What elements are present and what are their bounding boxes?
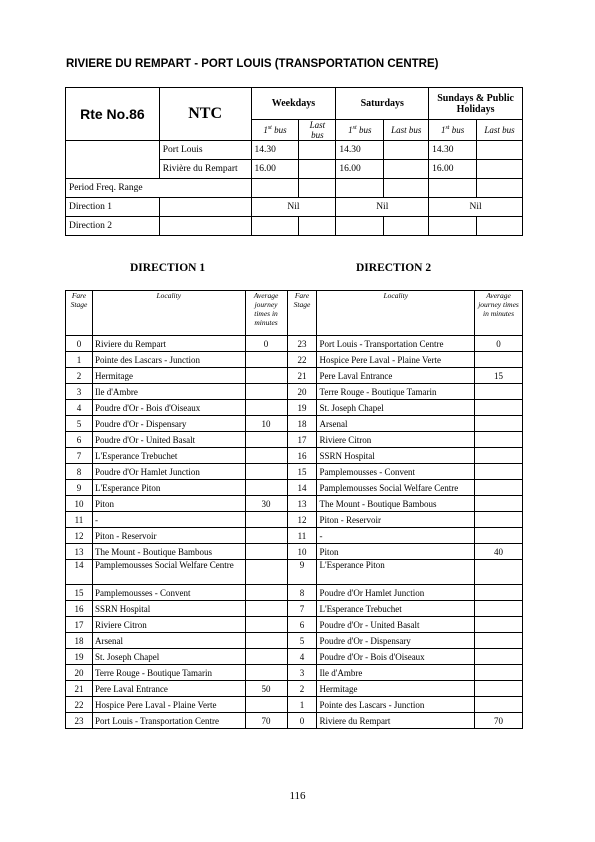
avg-time-cell — [475, 585, 523, 601]
locality-cell: Ile d'Ambre — [317, 665, 475, 681]
table-row — [66, 368, 523, 384]
empty-cell — [477, 179, 523, 198]
avg-time-cell: 0 — [245, 336, 287, 352]
avg-time-cell — [245, 400, 287, 416]
locality-cell: Piton - Reservoir — [92, 528, 245, 544]
locality-cell: Piton — [92, 496, 245, 512]
table-row — [66, 601, 523, 617]
locality-cell: Riviere Citron — [317, 432, 475, 448]
locality-cell: Poudre d'Or Hamlet Junction — [317, 585, 475, 601]
last-bus-header: Last bus — [299, 120, 336, 141]
fare-stage-cell: 0 — [287, 713, 317, 729]
avg-time-cell: 15 — [475, 368, 523, 384]
empty-cell — [299, 179, 336, 198]
table-row — [66, 432, 523, 448]
time-cell — [384, 160, 429, 179]
fare-stage-cell: 18 — [66, 633, 93, 649]
locality-cell: - — [92, 512, 245, 528]
locality-cell: Riviere Citron — [92, 617, 245, 633]
avg-time-cell: 70 — [475, 713, 523, 729]
fare-stage-cell: 10 — [66, 496, 93, 512]
locality-cell: Poudre d'Or - United Basalt — [92, 432, 245, 448]
table-row — [66, 617, 523, 633]
locality-cell: Hospice Pere Laval - Plaine Verte — [317, 352, 475, 368]
locality-cell: L'Esperance Piton — [317, 560, 475, 585]
fare-stage-cell: 18 — [287, 416, 317, 432]
table-row — [66, 585, 523, 601]
table-row — [66, 496, 523, 512]
locality-cell: Piton — [317, 544, 475, 560]
avg-time-cell — [475, 697, 523, 713]
last-bus-header: Last bus — [384, 120, 429, 141]
table-row — [66, 633, 523, 649]
fare-stage-cell: 13 — [287, 496, 317, 512]
locality-cell: SSRN Hospital — [92, 601, 245, 617]
avg-time-cell — [475, 432, 523, 448]
empty-cell — [159, 217, 251, 236]
locality-cell: Pamplemousses - Convent — [317, 464, 475, 480]
avg-time-cell — [245, 464, 287, 480]
empty-cell — [336, 179, 384, 198]
locality-cell: Pointe des Lascars - Junction — [92, 352, 245, 368]
fare-stage-cell: 1 — [66, 352, 93, 368]
table-row — [66, 336, 523, 352]
fare-stage-cell: 3 — [66, 384, 93, 400]
table-row — [66, 416, 523, 432]
table-row — [66, 544, 523, 560]
avg-time-cell — [245, 528, 287, 544]
avg-time-cell: 50 — [245, 681, 287, 697]
avg-time-header: Average journey times in minutes — [475, 291, 523, 336]
time-cell — [384, 141, 429, 160]
fare-stage-cell: 7 — [287, 601, 317, 617]
avg-time-cell — [475, 560, 523, 585]
empty-cell — [429, 179, 477, 198]
fare-stage-cell: 17 — [287, 432, 317, 448]
locality-cell: Poudre d'Or - Bois d'Oiseaux — [317, 649, 475, 665]
avg-time-cell: 10 — [245, 416, 287, 432]
locality-cell: Poudre d'Or - Bois d'Oiseaux — [92, 400, 245, 416]
locality-cell: St. Joseph Chapel — [92, 649, 245, 665]
avg-time-cell — [245, 665, 287, 681]
locality-cell: Terre Rouge - Boutique Tamarin — [92, 665, 245, 681]
table-row — [66, 713, 523, 729]
fare-stage-cell: 17 — [66, 617, 93, 633]
locality-cell: Hermitage — [317, 681, 475, 697]
fare-stage-cell: 22 — [287, 352, 317, 368]
fare-stage-cell: 15 — [66, 585, 93, 601]
direction2-heading: DIRECTION 2 — [356, 262, 432, 274]
table-row — [66, 665, 523, 681]
empty-cell — [384, 179, 429, 198]
first-bus-header: 1st bus — [336, 120, 384, 141]
time-cell: 14.30 — [429, 141, 477, 160]
table-row — [66, 464, 523, 480]
avg-time-cell — [245, 384, 287, 400]
weekdays-header: Weekdays — [251, 88, 336, 120]
avg-time-cell — [245, 352, 287, 368]
fare-stage-cell: 12 — [287, 512, 317, 528]
avg-time-cell — [475, 601, 523, 617]
avg-time-cell — [475, 352, 523, 368]
fare-stage-cell: 23 — [66, 713, 93, 729]
time-cell: 16.00 — [429, 160, 477, 179]
fare-stage-cell: 15 — [287, 464, 317, 480]
operator-name: NTC — [159, 88, 251, 141]
time-cell: 14.30 — [251, 141, 299, 160]
locality-cell: Port Louis - Transportation Centre — [92, 713, 245, 729]
time-cell: 16.00 — [251, 160, 299, 179]
table-row — [66, 528, 523, 544]
fare-stage-cell: 11 — [66, 512, 93, 528]
locality-cell: Pere Laval Entrance — [92, 681, 245, 697]
avg-time-cell — [245, 432, 287, 448]
fare-stage-table — [65, 290, 523, 729]
locality-cell: Hospice Pere Laval - Plaine Verte — [92, 697, 245, 713]
locality-cell: Arsenal — [317, 416, 475, 432]
fare-stage-cell: 19 — [287, 400, 317, 416]
fare-stage-cell: 3 — [287, 665, 317, 681]
avg-time-cell — [475, 384, 523, 400]
empty-cell — [251, 217, 299, 236]
avg-time-cell — [245, 560, 287, 585]
sundays-header: Sundays & Public Holidays — [429, 88, 523, 120]
locality-cell: - — [317, 528, 475, 544]
avg-time-cell — [475, 400, 523, 416]
avg-time-cell — [475, 480, 523, 496]
avg-time-cell — [245, 649, 287, 665]
avg-time-cell — [475, 528, 523, 544]
empty-cell — [336, 217, 384, 236]
direction1-heading: DIRECTION 1 — [130, 262, 206, 274]
avg-time-cell — [245, 633, 287, 649]
fare-stage-cell: 16 — [287, 448, 317, 464]
table-row — [66, 480, 523, 496]
first-bus-header: 1st bus — [429, 120, 477, 141]
avg-time-cell: 30 — [245, 496, 287, 512]
avg-time-cell — [475, 681, 523, 697]
locality-cell: Poudre d'Or - Dispensary — [317, 633, 475, 649]
page-number: 116 — [289, 790, 306, 802]
fare-stage-cell: 4 — [66, 400, 93, 416]
avg-time-cell — [245, 617, 287, 633]
locality-cell: Pamplemousses Social Welfare Centre — [317, 480, 475, 496]
avg-time-cell: 70 — [245, 713, 287, 729]
locality-cell: Piton - Reservoir — [317, 512, 475, 528]
table-row — [66, 448, 523, 464]
fare-stage-cell: 21 — [287, 368, 317, 384]
locality-cell: L'Esperance Piton — [92, 480, 245, 496]
table-row — [66, 560, 523, 585]
avg-time-cell — [245, 480, 287, 496]
fare-stage-cell: 11 — [287, 528, 317, 544]
fare-stage-cell: 5 — [66, 416, 93, 432]
avg-time-cell — [475, 617, 523, 633]
time-cell — [299, 141, 336, 160]
table-row — [66, 512, 523, 528]
avg-time-cell: 40 — [475, 544, 523, 560]
table-row — [66, 681, 523, 697]
locality-cell: Poudre d'Or - United Basalt — [317, 617, 475, 633]
direction2-label: Direction 2 — [66, 217, 160, 236]
fare-stage-cell: 20 — [66, 665, 93, 681]
fare-stage-cell: 20 — [287, 384, 317, 400]
avg-time-cell — [245, 585, 287, 601]
fare-stage-cell: 8 — [287, 585, 317, 601]
fare-stage-cell: 13 — [66, 544, 93, 560]
locality-cell: Port Louis - Transportation Centre — [317, 336, 475, 352]
empty-cell — [299, 217, 336, 236]
locality-cell: L'Esperance Trebuchet — [92, 448, 245, 464]
blank-cell — [66, 160, 160, 179]
table-row — [66, 384, 523, 400]
fare-stage-header: Fare Stage — [287, 291, 317, 336]
stop-label: Rivière du Rempart — [159, 160, 251, 179]
page-title: RIVIERE DU REMPART - PORT LOUIS (TRANSPORTATION CENTRE) — [66, 58, 439, 70]
time-cell: 14.30 — [336, 141, 384, 160]
table-row — [66, 697, 523, 713]
avg-time-cell — [245, 697, 287, 713]
time-cell — [299, 160, 336, 179]
nil-weekdays: Nil — [251, 198, 336, 217]
avg-time-cell — [245, 512, 287, 528]
first-bus-header: 1st bus — [251, 120, 299, 141]
locality-header: Locality — [92, 291, 245, 336]
locality-cell: Ile d'Ambre — [92, 384, 245, 400]
empty-cell — [384, 217, 429, 236]
locality-cell: L'Esperance Trebuchet — [317, 601, 475, 617]
empty-cell — [477, 217, 523, 236]
avg-time-cell — [475, 649, 523, 665]
fare-stage-cell: 23 — [287, 336, 317, 352]
nil-saturdays: Nil — [336, 198, 429, 217]
fare-stage-cell: 22 — [66, 697, 93, 713]
fare-stage-cell: 2 — [287, 681, 317, 697]
table-row — [66, 649, 523, 665]
locality-cell: Hermitage — [92, 368, 245, 384]
fare-stage-cell: 21 — [66, 681, 93, 697]
locality-cell: Poudre d'Or Hamlet Junction — [92, 464, 245, 480]
fare-stage-cell: 6 — [287, 617, 317, 633]
fare-stage-cell: 19 — [66, 649, 93, 665]
fare-stage-cell: 6 — [66, 432, 93, 448]
fare-stage-cell: 12 — [66, 528, 93, 544]
avg-time-cell — [475, 448, 523, 464]
time-cell — [477, 160, 523, 179]
avg-time-cell — [475, 633, 523, 649]
fare-stage-cell: 14 — [66, 560, 93, 585]
avg-time-cell: 0 — [475, 336, 523, 352]
locality-cell: Riviere du Rempart — [317, 713, 475, 729]
locality-cell: Riviere du Rempart — [92, 336, 245, 352]
fare-stage-cell: 8 — [66, 464, 93, 480]
fare-stage-header: Fare Stage — [66, 291, 93, 336]
schedule-table — [65, 87, 523, 236]
last-bus-header: Last bus — [477, 120, 523, 141]
fare-stage-cell: 1 — [287, 697, 317, 713]
locality-cell: The Mount - Boutique Bambous — [92, 544, 245, 560]
empty-cell — [159, 198, 251, 217]
stop-label: Port Louis — [159, 141, 251, 160]
locality-cell: Arsenal — [92, 633, 245, 649]
locality-cell: Terre Rouge - Boutique Tamarin — [317, 384, 475, 400]
locality-cell: Poudre d'Or - Dispensary — [92, 416, 245, 432]
avg-time-cell — [245, 448, 287, 464]
blank-cell — [66, 141, 160, 160]
route-number: Rte No.86 — [66, 88, 160, 141]
locality-cell: Pere Laval Entrance — [317, 368, 475, 384]
fare-stage-cell: 9 — [287, 560, 317, 585]
avg-time-header: Average journey times in minutes — [245, 291, 287, 336]
locality-cell: The Mount - Boutique Bambous — [317, 496, 475, 512]
avg-time-cell — [475, 464, 523, 480]
fare-stage-cell: 5 — [287, 633, 317, 649]
avg-time-cell — [245, 368, 287, 384]
locality-cell: SSRN Hospital — [317, 448, 475, 464]
locality-header: Locality — [317, 291, 475, 336]
avg-time-cell — [475, 665, 523, 681]
fare-stage-cell: 7 — [66, 448, 93, 464]
avg-time-cell — [475, 496, 523, 512]
fare-stage-cell: 2 — [66, 368, 93, 384]
fare-stage-cell: 14 — [287, 480, 317, 496]
locality-cell: Pointe des Lascars - Junction — [317, 697, 475, 713]
empty-cell — [251, 179, 299, 198]
fare-stage-cell: 10 — [287, 544, 317, 560]
avg-time-cell — [245, 601, 287, 617]
time-cell: 16.00 — [336, 160, 384, 179]
table-row — [66, 352, 523, 368]
fare-stage-cell: 16 — [66, 601, 93, 617]
fare-stage-cell: 0 — [66, 336, 93, 352]
period-label: Period Freq. Range — [66, 179, 252, 198]
avg-time-cell — [475, 416, 523, 432]
locality-cell: Pamplemousses - Convent — [92, 585, 245, 601]
avg-time-cell — [475, 512, 523, 528]
fare-stage-cell: 9 — [66, 480, 93, 496]
direction1-label: Direction 1 — [66, 198, 160, 217]
nil-sundays: Nil — [429, 198, 523, 217]
locality-cell: Pamplemousses Social Welfare Centre — [92, 560, 245, 585]
avg-time-cell — [245, 544, 287, 560]
fare-stage-cell: 4 — [287, 649, 317, 665]
time-cell — [477, 141, 523, 160]
saturdays-header: Saturdays — [336, 88, 429, 120]
empty-cell — [429, 217, 477, 236]
locality-cell: St. Joseph Chapel — [317, 400, 475, 416]
table-row — [66, 400, 523, 416]
